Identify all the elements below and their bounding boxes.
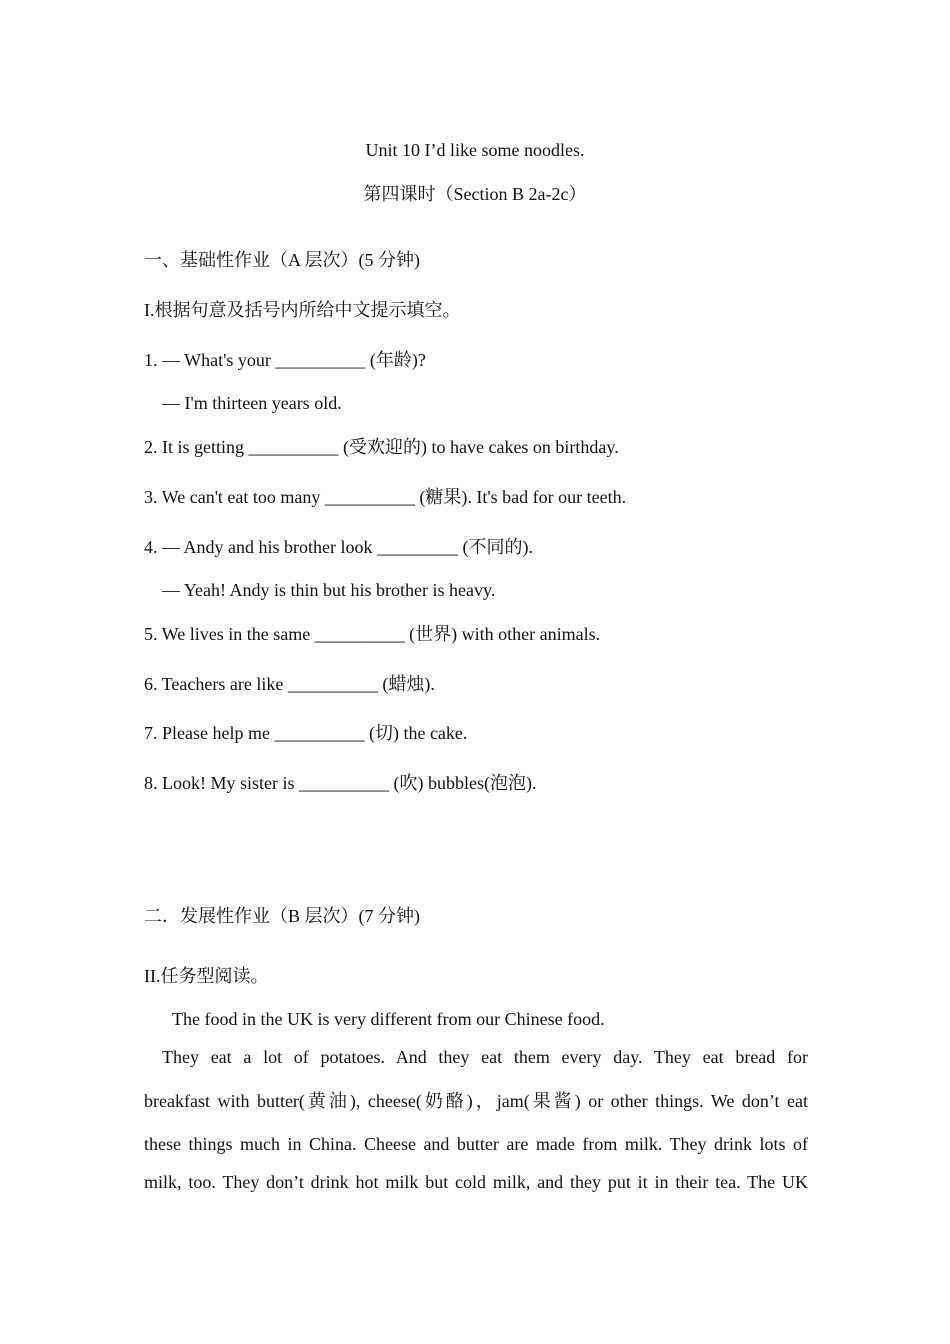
question-1-answer: — I'm thirteen years old. [162,393,342,413]
lesson-title: 第四课时（Section B 2a-2c） [363,184,587,204]
part-two-title: II.任务型阅读。 [144,966,269,986]
question-8: 8. Look! My sister is __________ (吹) bubbles(泡泡). [144,773,537,793]
question-5: 5. We lives in the same __________ (世界) with other animals. [144,624,601,644]
section-b-heading: 二．发展性作业（B 层次）(7 分钟) [144,906,420,926]
question-1: 1. — What's your __________ (年龄)? [144,350,426,370]
passage-line-5: milk, too. They don’t drink hot milk but cold milk, and they put it in their tea. The UK [144,1172,808,1192]
question-6: 6. Teachers are like __________ (蜡烛). [144,674,435,694]
passage-line-2: They eat a lot of potatoes. And they eat them every day. They eat bread for [162,1047,808,1067]
question-7: 7. Please help me __________ (切) the cake. [144,723,468,743]
part-one-title: I.根据句意及括号内所给中文提示填空。 [144,300,461,320]
question-3: 3. We can't eat too many __________ (糖果). It's bad for our teeth. [144,487,627,507]
question-4: 4. — Andy and his brother look _________ (不同的). [144,537,533,557]
passage-line-4: these things much in China. Cheese and butter are made from milk. They drink lots of [144,1134,808,1154]
section-a-heading: 一、基础性作业（A 层次）(5 分钟) [144,250,420,270]
passage-line-1: The food in the UK is very different from our Chinese food. [172,1009,605,1029]
question-4-answer: — Yeah! Andy is thin but his brother is heavy. [162,580,496,600]
unit-title: Unit 10 I’d like some noodles. [365,140,585,160]
passage-line-3: breakfast with butter(黄油), cheese(奶酪)，jam(果酱) or other things. We don’t eat [144,1091,808,1111]
question-2: 2. It is getting __________ (受欢迎的) to have cakes on birthday. [144,437,619,457]
